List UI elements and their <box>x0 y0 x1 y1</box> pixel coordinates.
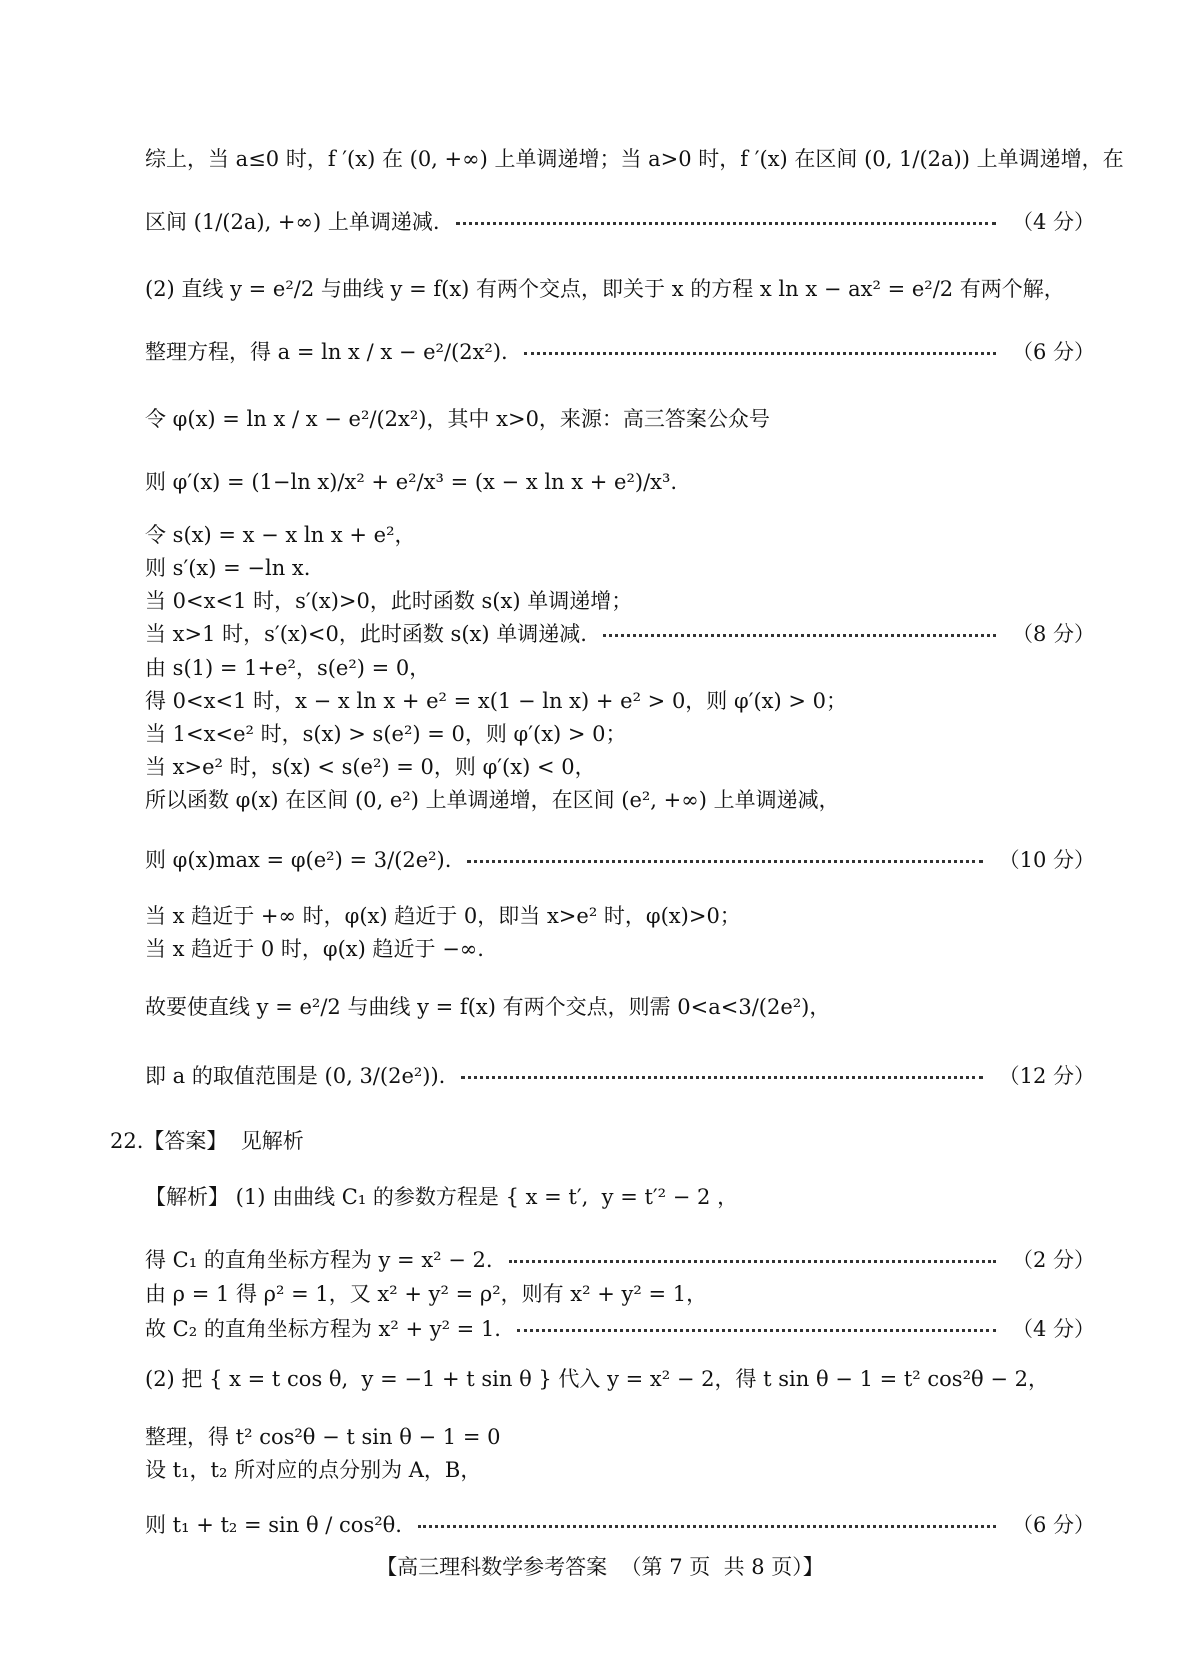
score-mark: （6 分） <box>1011 340 1095 365</box>
score-mark: （8 分） <box>1011 622 1095 647</box>
line-text: 当 0<x<1 时，s′(x)>0，此时函数 s(x) 单调递增； <box>145 589 633 614</box>
line-text: 由 s(1) = 1+e²，s(e²) = 0， <box>145 656 431 681</box>
line-text: 当 x>e² 时，s(x) < s(e²) = 0，则 φ′(x) < 0， <box>145 755 596 780</box>
text-line-19 <box>145 973 1095 1043</box>
line-text: 整理方程，得 a = ln x / x − e²/(2x²). <box>145 340 508 365</box>
line-text: (2) 把 { x = t cos θ, y = −1 + t sin θ } 代入 y = x² − 2，得 t sin θ − 1 = t² cos²θ − 2， <box>145 1367 1049 1392</box>
line-text: 则 t₁ + t₂ = sin θ / cos²θ. <box>145 1513 402 1538</box>
text-line-2 <box>145 188 1095 258</box>
leader-dots <box>517 1329 996 1332</box>
line-text: 故要使直线 y = e²/2 与曲线 y = f(x) 有两个交点，则需 0<a<3/(2e²)， <box>145 995 831 1020</box>
score-mark: （12 分） <box>998 1064 1095 1089</box>
line-text: 当 x>1 时，s′(x)<0，此时函数 s(x) 单调递减. <box>145 622 587 647</box>
line-text: 即 a 的取值范围是 (0, 3/(2e²)). <box>145 1064 446 1089</box>
line-text: 所以函数 φ(x) 在区间 (0, e²) 上单调递增，在区间 (e², +∞) 上单调递减， <box>145 788 840 813</box>
text-line-25 <box>145 1345 1095 1415</box>
line-text: 得 C₁ 的直角坐标方程为 y = x² − 2. <box>145 1248 493 1273</box>
leader-dots <box>603 634 996 637</box>
leader-dots <box>509 1260 996 1263</box>
line-text: 设 t₁，t₂ 所对应的点分别为 A，B， <box>145 1458 482 1483</box>
line-text: 则 φ(x)max = φ(e²) = 3/(2e²). <box>145 848 452 873</box>
leader-dots <box>456 222 996 225</box>
leader-dots <box>467 860 982 863</box>
line-text: 当 x 趋近于 0 时，φ(x) 趋近于 −∞. <box>145 937 484 962</box>
line-text: 令 s(x) = x − x ln x + e²， <box>145 523 416 548</box>
line-text: 当 x 趋近于 +∞ 时，φ(x) 趋近于 0，即当 x>e² 时，φ(x)>0； <box>145 904 741 929</box>
line-text: 综上，当 a≤0 时，f ′(x) 在 (0, +∞) 上单调递增；当 a>0 时，f ′(x) 在区间 (0, 1/(2a)) 上单调递增，在 <box>145 147 1124 172</box>
score-mark: （2 分） <box>1011 1248 1095 1273</box>
text-line-16 <box>145 826 1095 896</box>
score-mark: （4 分） <box>1011 210 1095 235</box>
text-line-27 <box>145 1449 1095 1493</box>
line-text: 则 φ′(x) = (1−ln x)/x² + e²/x³ = (x − x ln x + e²)/x³. <box>145 470 678 495</box>
leader-dots <box>418 1525 996 1528</box>
line-text: 整理，得 t² cos²θ − t sin θ − 1 = 0 <box>145 1425 501 1450</box>
leader-dots <box>461 1076 982 1079</box>
line-text: (2) 直线 y = e²/2 与曲线 y = f(x) 有两个交点，即关于 x 的方程 x ln x − ax² = e²/2 有两个解， <box>145 277 1065 302</box>
line-text: 故 C₂ 的直角坐标方程为 x² + y² = 1. <box>145 1317 501 1342</box>
text-line-21 <box>145 1163 1095 1233</box>
score-mark: （10 分） <box>998 848 1095 873</box>
leader-dots <box>524 352 996 355</box>
line-text: 当 1<x<e² 时，s(x) > s(e²) = 0，则 φ′(x) > 0； <box>145 722 627 747</box>
score-mark: （4 分） <box>1011 1317 1095 1342</box>
line-text: 得 0<x<1 时，x − x ln x + e² = x(1 − ln x) + e² > 0，则 φ′(x) > 0； <box>145 689 847 714</box>
text-line-18 <box>145 928 1095 972</box>
score-mark: （6 分） <box>1011 1513 1095 1538</box>
text-line-20 <box>145 1042 1095 1112</box>
line-text: 由 ρ = 1 得 ρ² = 1，又 x² + y² = ρ²，则有 x² + y² = 1， <box>145 1282 708 1307</box>
text-line-6 <box>145 448 1095 518</box>
page-footer: 【高三理科数学参考答案 （第 7 页 共 8 页）】 <box>376 1555 824 1579</box>
line-text: 令 φ(x) = ln x / x − e²/(2x²)，其中 x>0，来源：高三答案公众号 <box>145 407 770 432</box>
section-heading-22: 22.【答案】 见解析 <box>110 1129 304 1153</box>
text-line-4 <box>145 318 1095 388</box>
text-line-5 <box>145 385 1095 455</box>
text-line-15 <box>145 779 1095 823</box>
text-line-1 <box>145 125 1124 195</box>
line-text: 区间 (1/(2a), +∞) 上单调递减. <box>145 210 440 235</box>
text-line-3 <box>145 255 1095 325</box>
line-text: 则 s′(x) = −ln x. <box>145 556 311 581</box>
line-text: 【解析】 (1) 由曲线 C₁ 的参数方程是 { x = t′, y = t′² − 2 ， <box>145 1185 739 1210</box>
